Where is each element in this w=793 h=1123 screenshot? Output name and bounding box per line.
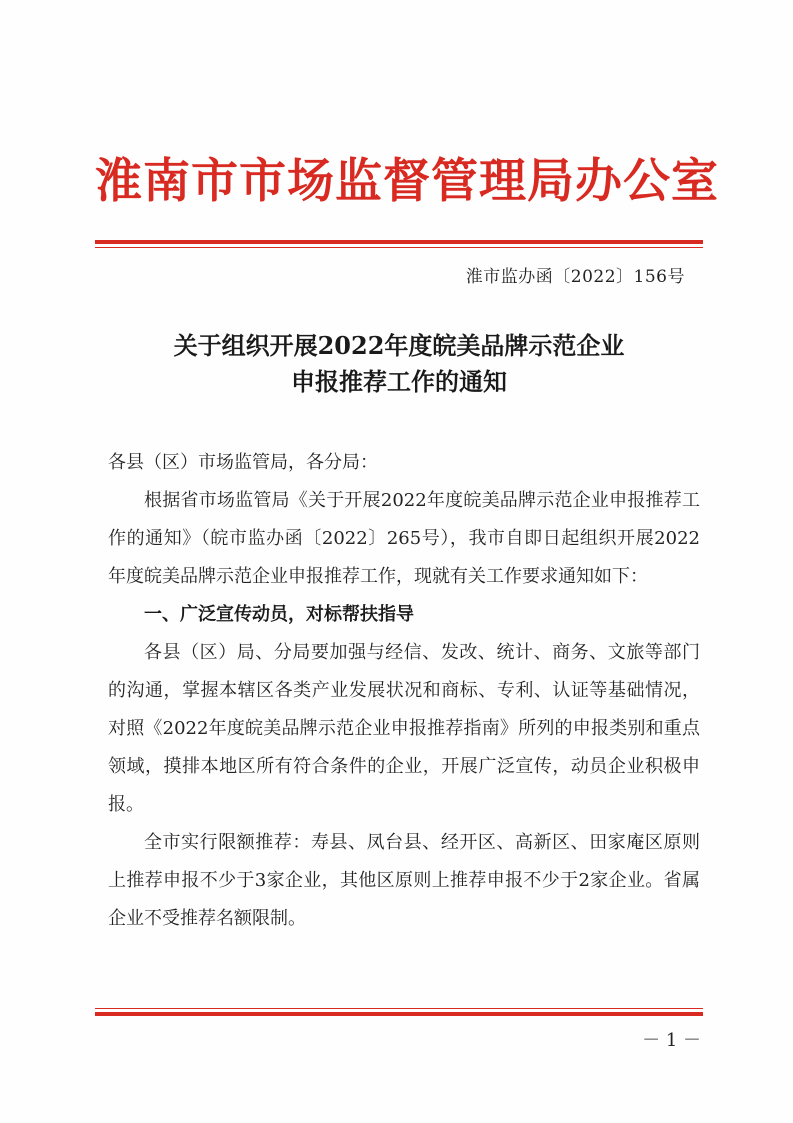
document-title-line-1: 关于组织开展2022年度皖美品牌示范企业 bbox=[173, 331, 625, 360]
salutation: 各县（区）市场监管局，各分局： bbox=[108, 452, 378, 473]
page-number: － 1 － bbox=[642, 1030, 701, 1051]
document-title bbox=[95, 328, 703, 400]
document-body bbox=[108, 444, 700, 938]
letterhead-red-rule-thin bbox=[95, 247, 703, 248]
footer-red-rule-thick bbox=[95, 1012, 703, 1016]
paragraph-intro: 根据省市场监管局《关于开展2022年度皖美品牌示范企业申报推荐工作的通知》（皖市监办函〔2022〕265号），我市自即日起组织开展2022年度皖美品牌示范企业申报推荐工作，现就有关工作要求通知如下： bbox=[108, 490, 700, 587]
document-number: 淮市监办函〔2022〕156号 bbox=[465, 267, 685, 287]
letterhead-organization-title: 淮南市市场监督管理局办公室 bbox=[95, 154, 719, 209]
section-heading-1: 一、广泛宣传动员，对标帮扶指导 bbox=[144, 604, 414, 625]
paragraph-coordination: 各县（区）局、分局要加强与经信、发改、统计、商务、文旅等部门的沟通，掌握本辖区各类产业发展状况和商标、专利、认证等基础情况，对照《2022年度皖美品牌示范企业申报推荐指南》所列的申报类别和重点领域，摸排本地区所有符合条件的企业，开展广泛宣传，动员企业积极申报。 bbox=[108, 642, 700, 815]
letterhead-red-rule-thick bbox=[95, 240, 703, 244]
paragraph-quota: 全市实行限额推荐：寿县、凤台县、经开区、高新区、田家庵区原则上推荐申报不少于3家企业，其他区原则上推荐申报不少于2家企业。省属企业不受推荐名额限制。 bbox=[108, 832, 700, 929]
footer-red-rule-thin bbox=[95, 1008, 703, 1009]
document-title-line-2: 申报推荐工作的通知 bbox=[291, 367, 507, 396]
